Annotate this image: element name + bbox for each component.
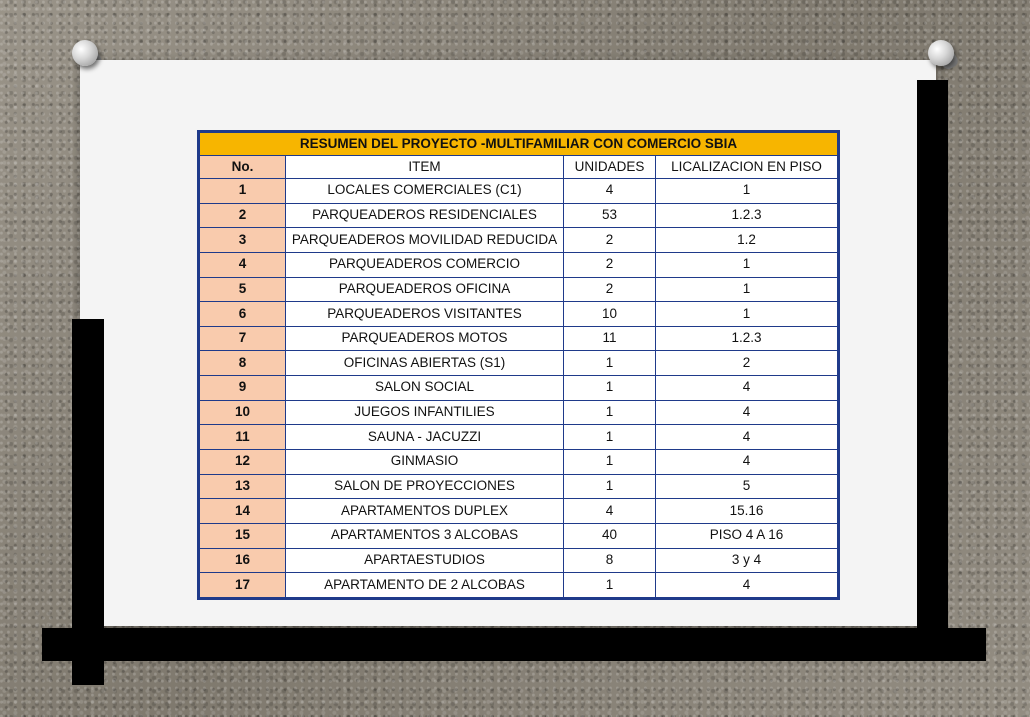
cell-unidades: 4	[564, 499, 656, 524]
table-row	[200, 474, 838, 499]
cell-localizacion: 1.2.3	[656, 326, 838, 351]
cell-no: 8	[200, 351, 286, 376]
table-title: RESUMEN DEL PROYECTO -MULTIFAMILIAR CON COMERCIO SBIA	[200, 133, 838, 156]
header-item: ITEM	[286, 156, 564, 179]
cell-localizacion: 1	[656, 252, 838, 277]
cell-item: PARQUEADEROS MOTOS	[286, 326, 564, 351]
cell-unidades: 40	[564, 523, 656, 548]
cell-item: PARQUEADEROS COMERCIO	[286, 252, 564, 277]
cell-item: APARTAMENTOS 3 ALCOBAS	[286, 523, 564, 548]
table-row	[200, 203, 838, 228]
cell-localizacion: 4	[656, 425, 838, 450]
table-row	[200, 548, 838, 573]
cell-localizacion: 4	[656, 400, 838, 425]
cell-localizacion: 1	[656, 277, 838, 302]
table-row	[200, 228, 838, 253]
cell-unidades: 11	[564, 326, 656, 351]
cell-unidades: 1	[564, 474, 656, 499]
cell-no: 5	[200, 277, 286, 302]
table-row	[200, 302, 838, 327]
cell-localizacion: 1	[656, 302, 838, 327]
table-header-row	[200, 156, 838, 179]
cell-item: APARTAMENTOS DUPLEX	[286, 499, 564, 524]
project-summary-table	[197, 130, 840, 600]
pushpin-left-icon	[72, 40, 98, 66]
cell-unidades: 1	[564, 376, 656, 401]
pushpin-right-icon	[928, 40, 954, 66]
header-unidades: UNIDADES	[564, 156, 656, 179]
cell-item: LOCALES COMERCIALES (C1)	[286, 179, 564, 204]
cell-item: JUEGOS INFANTILIES	[286, 400, 564, 425]
cell-unidades: 1	[564, 425, 656, 450]
cell-unidades: 1	[564, 351, 656, 376]
table-row	[200, 400, 838, 425]
cell-localizacion: 1.2	[656, 228, 838, 253]
cell-item: SALON SOCIAL	[286, 376, 564, 401]
cell-localizacion: 1	[656, 179, 838, 204]
cell-unidades: 4	[564, 179, 656, 204]
cell-no: 12	[200, 450, 286, 475]
cell-item: PARQUEADEROS OFICINA	[286, 277, 564, 302]
cell-localizacion: 4	[656, 573, 838, 598]
cell-no: 1	[200, 179, 286, 204]
table-row	[200, 499, 838, 524]
table-row	[200, 450, 838, 475]
cell-item: PARQUEADEROS RESIDENCIALES	[286, 203, 564, 228]
cell-item: APARTAESTUDIOS	[286, 548, 564, 573]
cell-unidades: 2	[564, 252, 656, 277]
cell-item: PARQUEADEROS VISITANTES	[286, 302, 564, 327]
cell-item: SAUNA - JACUZZI	[286, 425, 564, 450]
cell-no: 17	[200, 573, 286, 598]
cell-no: 9	[200, 376, 286, 401]
cell-unidades: 53	[564, 203, 656, 228]
cell-no: 6	[200, 302, 286, 327]
cell-no: 3	[200, 228, 286, 253]
table-row	[200, 277, 838, 302]
cell-localizacion: 3 y 4	[656, 548, 838, 573]
cell-no: 13	[200, 474, 286, 499]
cell-no: 4	[200, 252, 286, 277]
cell-no: 14	[200, 499, 286, 524]
cell-item: APARTAMENTO DE 2 ALCOBAS	[286, 573, 564, 598]
cell-no: 10	[200, 400, 286, 425]
cell-unidades: 2	[564, 228, 656, 253]
cell-unidades: 1	[564, 450, 656, 475]
table-row	[200, 573, 838, 598]
cell-unidades: 10	[564, 302, 656, 327]
table-title-row	[200, 133, 838, 156]
cell-unidades: 1	[564, 400, 656, 425]
header-no: No.	[200, 156, 286, 179]
cell-unidades: 1	[564, 573, 656, 598]
cell-localizacion: 2	[656, 351, 838, 376]
table-row	[200, 425, 838, 450]
cell-localizacion: 4	[656, 376, 838, 401]
cell-localizacion: 15.16	[656, 499, 838, 524]
cell-no: 16	[200, 548, 286, 573]
cell-localizacion: 5	[656, 474, 838, 499]
table-row	[200, 376, 838, 401]
cell-item: GINMASIO	[286, 450, 564, 475]
cell-localizacion: 1.2.3	[656, 203, 838, 228]
cell-item: OFICINAS ABIERTAS (S1)	[286, 351, 564, 376]
table-row	[200, 523, 838, 548]
cell-item: SALON DE PROYECCIONES	[286, 474, 564, 499]
cell-localizacion: PISO 4 A 16	[656, 523, 838, 548]
cell-unidades: 2	[564, 277, 656, 302]
table-row	[200, 179, 838, 204]
cell-no: 15	[200, 523, 286, 548]
decorative-bar-bottom	[42, 628, 986, 661]
cell-unidades: 8	[564, 548, 656, 573]
cell-no: 11	[200, 425, 286, 450]
cell-localizacion: 4	[656, 450, 838, 475]
table-row	[200, 351, 838, 376]
table-row	[200, 326, 838, 351]
header-localizacion: LICALIZACION EN PISO	[656, 156, 838, 179]
cell-no: 2	[200, 203, 286, 228]
cell-no: 7	[200, 326, 286, 351]
table-row	[200, 252, 838, 277]
summary-table	[199, 132, 838, 598]
cell-item: PARQUEADEROS MOVILIDAD REDUCIDA	[286, 228, 564, 253]
decorative-bar-right	[917, 80, 948, 650]
